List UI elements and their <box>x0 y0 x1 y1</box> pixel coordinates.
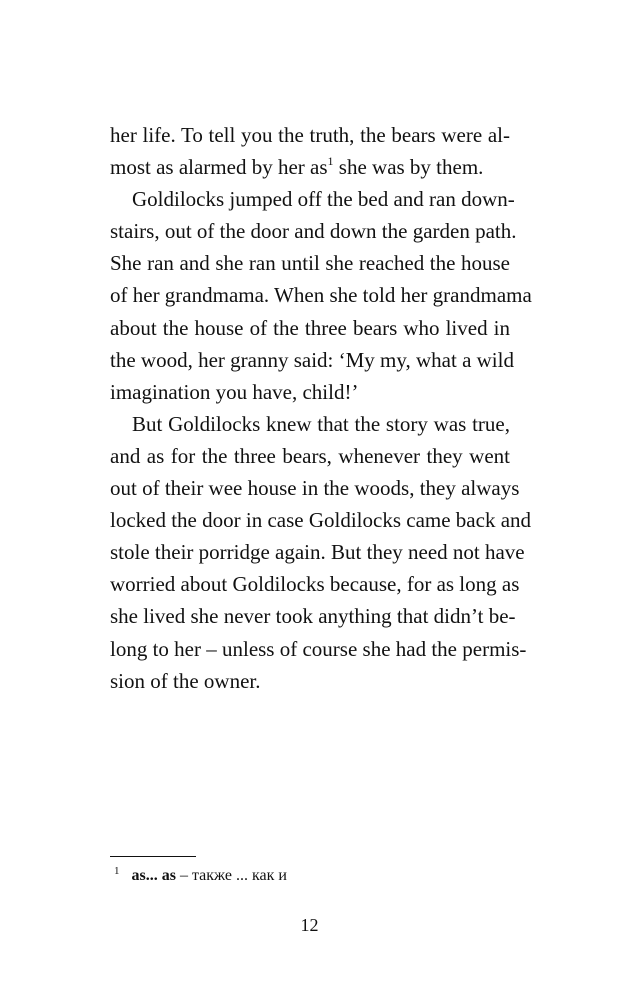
text-line: of her grandmama. When she told her grandmama <box>110 283 532 308</box>
footnote-term: as... as <box>131 867 176 884</box>
text-line <box>110 151 510 183</box>
text-line: and as for the three bears, whenever they went <box>110 443 510 468</box>
body-text <box>110 119 532 697</box>
text-run: she was by them. <box>333 155 484 180</box>
text-line: out of their wee house in the woods, they always <box>110 476 520 501</box>
text-line: the wood, her granny said: ‘My my, what a wild <box>110 347 514 372</box>
footnote <box>114 864 514 888</box>
footnote-divider <box>110 856 196 857</box>
text-line: stairs, out of the door and down the garden path. <box>110 219 517 244</box>
footnote-number: 1 <box>114 865 120 877</box>
text-line: stole their porridge again. But they need not have <box>110 540 525 565</box>
text-line: imagination you have, child!’ <box>110 379 359 404</box>
footnote-definition: – также ... как и <box>175 867 287 884</box>
page-number: 12 <box>300 915 319 935</box>
text-run: most as alarmed by her as <box>110 155 328 180</box>
text-line: worried about Goldilocks because, for as long as <box>110 572 520 597</box>
text-line: long to her – unless of course she had the permis- <box>110 636 527 661</box>
text-line: But Goldilocks knew that the story was true, <box>132 411 510 436</box>
text-line: her life. To tell you the truth, the bears were al- <box>110 123 510 147</box>
text-line: about the house of the three bears who lived in <box>110 315 510 340</box>
text-line: sion of the owner. <box>110 668 261 693</box>
text-line: She ran and she ran until she reached the house <box>110 251 510 276</box>
footnote-ref: 1 <box>327 154 334 169</box>
text-line: she lived she never took anything that didn’t be- <box>110 604 516 629</box>
text-line: locked the door in case Goldilocks came back and <box>110 508 532 533</box>
text-line: Goldilocks jumped off the bed and ran down- <box>132 187 515 212</box>
